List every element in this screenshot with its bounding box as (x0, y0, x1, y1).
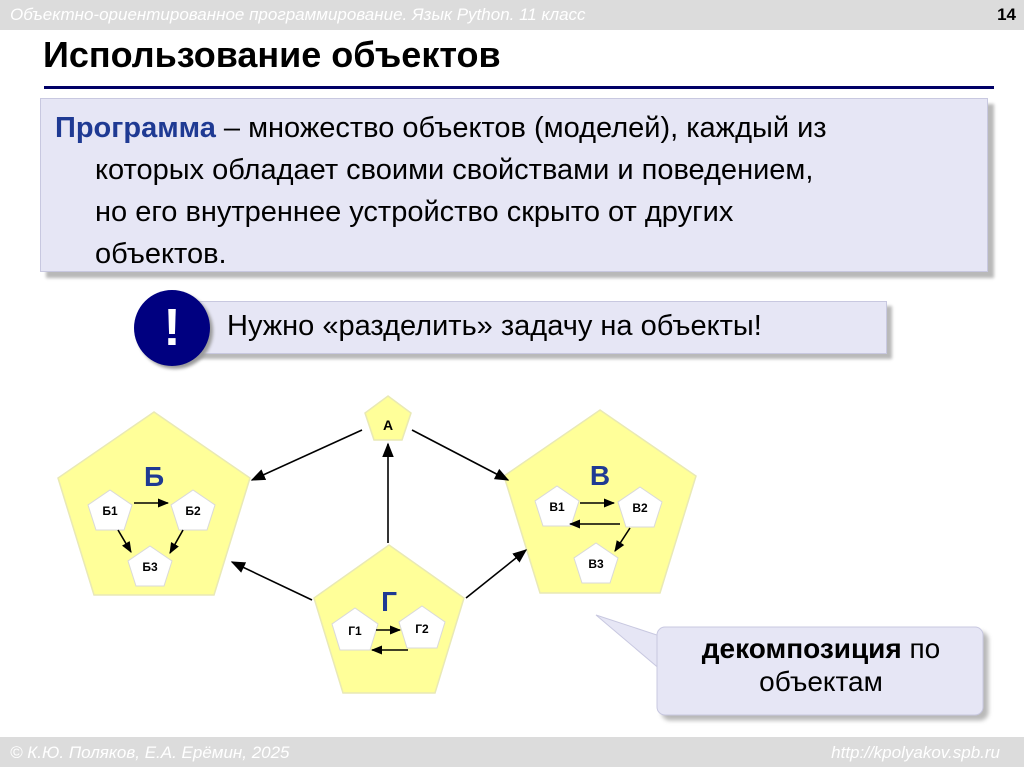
callout-rest-1: по (901, 633, 941, 664)
arrow-g-to-b (232, 562, 312, 600)
site-link[interactable]: http://kpolyakov.spb.ru (831, 743, 1000, 762)
definition-line-1: – множество объектов (моделей), каждый из (215, 112, 827, 144)
arrow-a-to-b (252, 430, 362, 480)
arrow-a-to-v (412, 430, 508, 480)
node-v3-label: В3 (588, 557, 604, 571)
group-b-label: Б (143, 461, 165, 492)
callout-rest-2: объектам (759, 666, 883, 697)
course-title: Объектно-ориентированное программирование. Язык Python. 11 класс (10, 5, 586, 24)
group-g-label: Г (381, 586, 397, 617)
authors: © К.Ю. Поляков, Е.А. Ерёмин, 2025 (10, 743, 290, 762)
definition-line-4: объектов. (95, 238, 227, 270)
node-a-label: A (382, 417, 394, 433)
node-g1-label: Г1 (348, 624, 362, 638)
note-text: Нужно «разделить» задачу на объекты! (227, 310, 762, 342)
footer-bar (0, 737, 1024, 767)
exclamation-icon: ! (134, 290, 210, 366)
node-b1-label: Б1 (102, 504, 118, 518)
group-v-label: В (589, 460, 611, 491)
definition-term: Программа (55, 112, 216, 144)
callout-bold: декомпозиция (701, 633, 902, 664)
slide-title: Использование объектов (43, 34, 501, 75)
node-v1-label: В1 (549, 500, 565, 514)
page-number: 14 (997, 5, 1016, 24)
node-b3-label: Б3 (142, 560, 158, 574)
node-b2-label: Б2 (185, 504, 201, 518)
definition-line-2: которых обладает своими свойствами и поведением, (95, 154, 814, 186)
callout-text (660, 632, 982, 698)
definition-line-3: но его внутреннее устройство скрыто от других (95, 196, 734, 228)
arrow-g-to-v (466, 550, 526, 598)
node-g2-label: Г2 (415, 622, 429, 636)
node-v2-label: В2 (632, 501, 648, 515)
